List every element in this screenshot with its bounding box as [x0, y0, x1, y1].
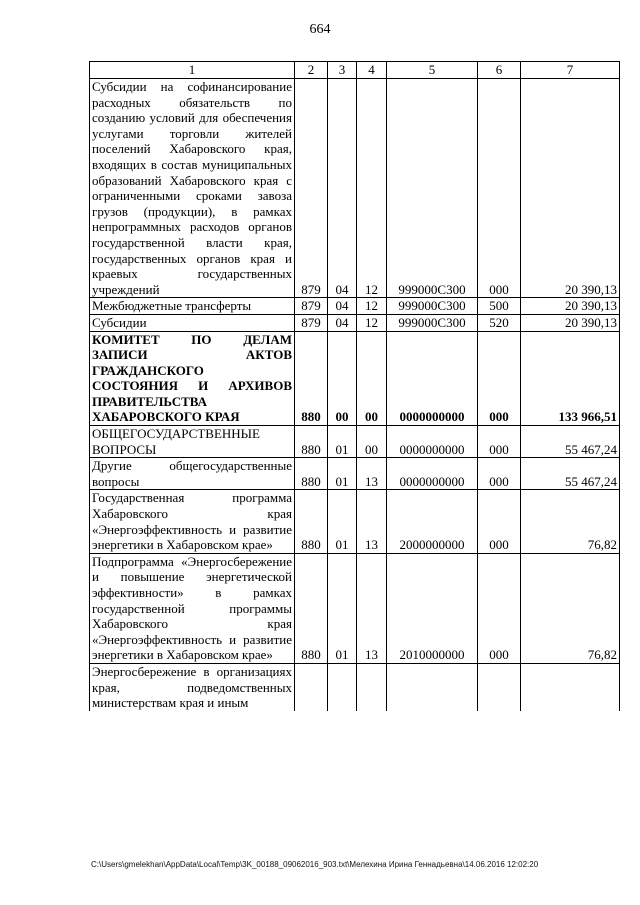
row-subsection: [357, 663, 387, 710]
header-col-6: 6: [478, 62, 521, 79]
row-code-admin: 880: [295, 490, 328, 553]
row-section: 01: [328, 553, 357, 663]
row-section: 01: [328, 490, 357, 553]
row-code-admin: 880: [295, 458, 328, 490]
row-target-article: 2000000000: [387, 490, 478, 553]
row-subsection: 00: [357, 426, 387, 458]
row-subsection: 12: [357, 314, 387, 331]
row-expense-type: 000: [478, 426, 521, 458]
table-row-committee: [90, 331, 620, 426]
header-col-1: 1: [90, 62, 295, 79]
row-name: Межбюджетные трансферты: [90, 298, 295, 315]
row-subsection: 12: [357, 298, 387, 315]
row-amount: 20 390,13: [521, 314, 620, 331]
table-row: [90, 490, 620, 553]
row-amount: 133 966,51: [521, 331, 620, 426]
row-code-admin: 879: [295, 79, 328, 298]
row-section: 04: [328, 79, 357, 298]
row-target-article: 0000000000: [387, 426, 478, 458]
row-amount: 20 390,13: [521, 79, 620, 298]
row-expense-type: 000: [478, 458, 521, 490]
row-target-article: [387, 663, 478, 710]
row-code-admin: 879: [295, 314, 328, 331]
row-target-article: 0000000000: [387, 331, 478, 426]
row-section: 01: [328, 458, 357, 490]
table-row-continued: [90, 663, 620, 710]
row-subsection: 13: [357, 490, 387, 553]
row-section: 04: [328, 314, 357, 331]
header-col-2: 2: [295, 62, 328, 79]
row-code-admin: 880: [295, 331, 328, 426]
row-expense-type: 500: [478, 298, 521, 315]
row-expense-type: 000: [478, 553, 521, 663]
row-expense-type: 000: [478, 490, 521, 553]
row-name: Другие общегосударственные вопросы: [90, 458, 295, 490]
table-row: [90, 314, 620, 331]
row-code-admin: [295, 663, 328, 710]
row-name: Субсидии: [90, 314, 295, 331]
row-target-article: 999000С300: [387, 314, 478, 331]
row-amount: 55 467,24: [521, 426, 620, 458]
table-row: [90, 458, 620, 490]
row-amount: 76,82: [521, 553, 620, 663]
row-target-article: 0000000000: [387, 458, 478, 490]
row-target-article: 999000С300: [387, 298, 478, 315]
row-code-admin: 879: [295, 298, 328, 315]
row-amount: 55 467,24: [521, 458, 620, 490]
row-section: [328, 663, 357, 710]
table-row: [90, 426, 620, 458]
row-code-admin: 880: [295, 426, 328, 458]
table-row: [90, 298, 620, 315]
row-section: 04: [328, 298, 357, 315]
table-row: [90, 79, 620, 298]
header-col-3: 3: [328, 62, 357, 79]
row-amount: 76,82: [521, 490, 620, 553]
row-name: Подпрограмма «Энергосбережение и повышение энергетической эффективности» в рамках государственной программы Хабаровского края «Энергоэффективность и развитие энергетики в Хабаровском крае»: [90, 553, 295, 663]
row-code-admin: 880: [295, 553, 328, 663]
row-subsection: 00: [357, 331, 387, 426]
row-expense-type: [478, 663, 521, 710]
row-amount: 20 390,13: [521, 298, 620, 315]
header-col-5: 5: [387, 62, 478, 79]
row-amount: [521, 663, 620, 710]
row-name: Государственная программа Хабаровского края «Энергоэффективность и развитие энергетики в Хабаровском крае»: [90, 490, 295, 553]
row-expense-type: 000: [478, 331, 521, 426]
row-section: 00: [328, 331, 357, 426]
footer-file-path: C:\Users\gmelekhan\AppData\Local\Temp\3K_00188_09062016_903.txt\Мелехина Ирина Геннадьевна\14.06.2016 12:02:20: [91, 860, 539, 869]
row-expense-type: 000: [478, 79, 521, 298]
row-target-article: 2010000000: [387, 553, 478, 663]
row-name: КОМИТЕТ ПО ДЕЛАМ ЗАПИСИ АКТОВ ГРАЖДАНСКОГО СОСТОЯНИЯ И АРХИВОВ ПРАВИТЕЛЬСТВА ХАБАРОВСКОГО КРАЯ: [90, 331, 295, 426]
row-name: ОБЩЕГОСУДАРСТВЕННЫЕ ВОПРОСЫ: [90, 426, 295, 458]
budget-table: [89, 61, 620, 711]
page-number: 664: [309, 22, 331, 37]
row-name: Энергосбережение в организациях края, подведомственных министерствам края и иным: [90, 663, 295, 710]
header-col-4: 4: [357, 62, 387, 79]
row-expense-type: 520: [478, 314, 521, 331]
row-section: 01: [328, 426, 357, 458]
table-header-row: [90, 62, 620, 79]
row-name: Субсидии на софинансирование расходных обязательств по созданию условий для обеспечения услугами торговли жителей поселений Хабаровского края, входящих в состав муниципальных образований Хабаровского края с ограниченными сроками завоза грузов (продукции), в рамках непрограммных расходов органов государственной власти края, государственных органов края и краевых государственных учреждений: [90, 79, 295, 298]
row-subsection: 12: [357, 79, 387, 298]
row-target-article: 999000С300: [387, 79, 478, 298]
header-col-7: 7: [521, 62, 620, 79]
row-subsection: 13: [357, 458, 387, 490]
row-subsection: 13: [357, 553, 387, 663]
table-row: [90, 553, 620, 663]
